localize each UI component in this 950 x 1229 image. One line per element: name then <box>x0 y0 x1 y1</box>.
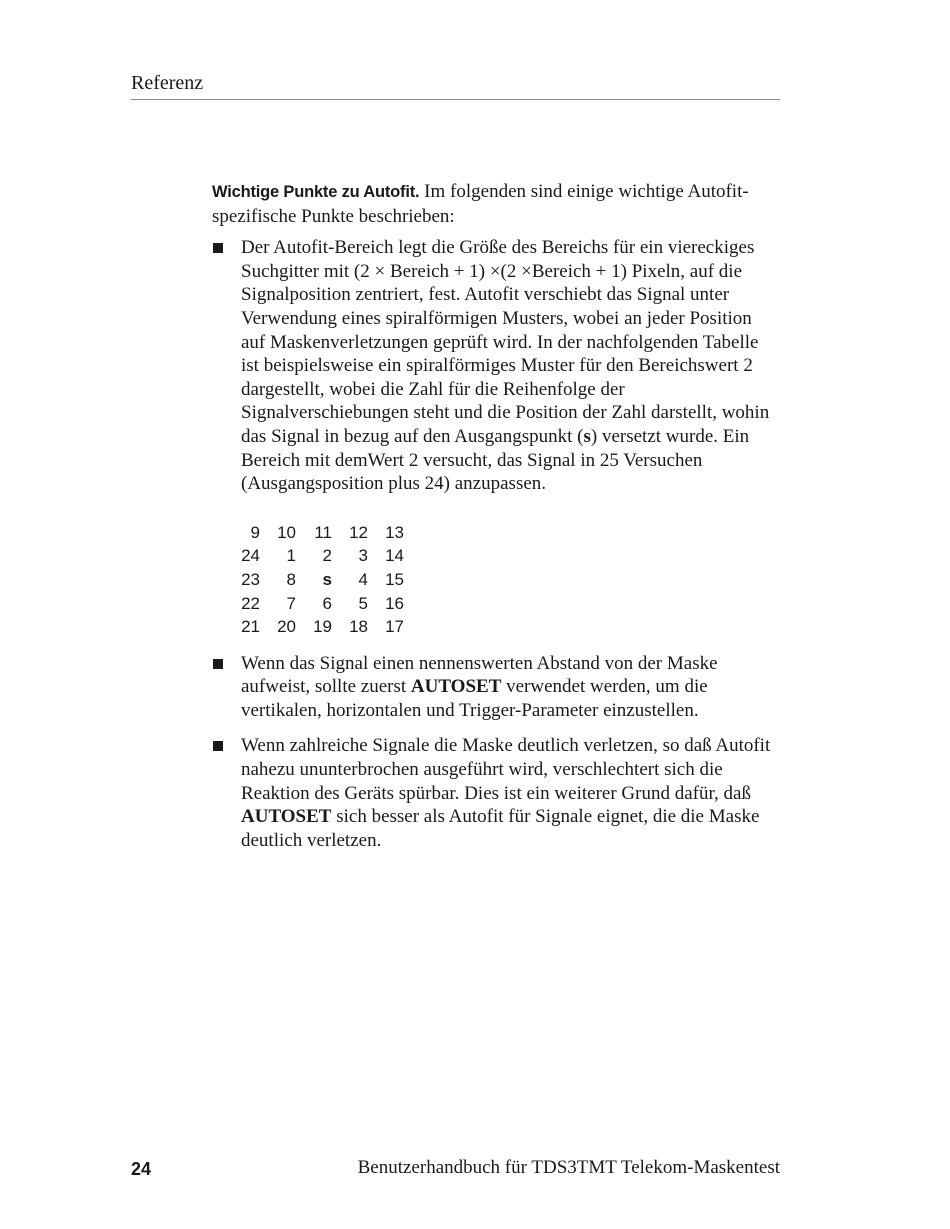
header-rule <box>131 99 780 100</box>
square-bullet-icon <box>213 659 223 669</box>
table-cell: 14 <box>385 546 404 566</box>
table-cell: 11 <box>314 522 332 542</box>
text-segment: verwendet werden, um die vertikalen, horizontalen und Trigger-Parameter einzustellen. <box>241 676 708 721</box>
table-row <box>237 521 404 545</box>
table-cell: 19 <box>313 617 332 637</box>
bullet-item <box>212 652 772 723</box>
page-number: 24 <box>131 1159 152 1179</box>
table-cell: 1 <box>286 546 296 566</box>
table-cell: 23 <box>241 569 260 589</box>
table-cell: 9 <box>250 522 260 542</box>
running-header: Referenz <box>131 72 204 94</box>
text-segment: sich besser als Autofit für Signale eignet, die die Maske deutlich verletzen. <box>241 806 760 851</box>
bullet-item <box>212 236 772 639</box>
table-cell: 2 <box>322 546 332 566</box>
table-cell: 24 <box>241 546 260 566</box>
spiral-pattern-table <box>237 521 404 639</box>
table-cell: 6 <box>322 593 332 613</box>
table-cell: 12 <box>349 522 368 542</box>
table-cell: 7 <box>286 593 296 613</box>
square-bullet-icon <box>213 243 223 253</box>
table-cell: 10 <box>277 522 296 542</box>
table-row <box>237 615 404 639</box>
text-segment: Der Autofit-Bereich legt die Größe des Bereichs für ein viereckiges Suchgitter mit (2 × Bereich + 1) ×(2 ×Bereich + 1) Pixeln, auf die Signalposition zentriert, fest. Autofit verschiebt das Signal unter Verwendung eines spiralförmigen Musters, wobei an jeder Position auf Maskenverletzungen geprüft wird. In der nachfolgenden Tabelle ist beispielsweise ein spiralförmiges Muster für den Bereichswert 2 dargestellt, wobei die Zahl für die Reihenfolge der Signalverschiebungen steht und die Position der Zahl darstellt, wohin das Signal in bezug auf den Ausgangspunkt ( <box>241 237 770 447</box>
text-segment: Wenn das Signal einen nennenswerten Abstand von der Maske aufweist, sollte zuerst <box>241 652 718 698</box>
table-cell: 16 <box>385 593 404 613</box>
bullet-item <box>212 734 772 852</box>
table-cell: 3 <box>358 546 368 566</box>
start-position-cell: s <box>322 569 332 589</box>
table-row <box>237 544 404 568</box>
table-cell: 13 <box>385 522 404 542</box>
bullet-text <box>241 734 772 852</box>
bold-term: AUTOSET <box>410 676 502 698</box>
bold-term: s <box>583 425 591 447</box>
text-segment: Wenn zahlreiche Signale die Maske deutlich verletzen, so daß Autofit nahezu ununterbrochen ausgeführt wird, verschlechtert sich die Reaktion des Geräts spürbar. Dies ist ein weiterer Grund dafür, daß <box>241 735 771 804</box>
text-segment: ) versetzt wurde. Ein Bereich mit demWert 2 versucht, das Signal in 25 Versuchen (Ausgangsposition plus 24) anzupassen. <box>241 425 750 495</box>
table-cell: 22 <box>241 593 260 613</box>
table-row <box>237 568 404 592</box>
bullet-text <box>241 236 772 496</box>
table-cell: 15 <box>385 569 404 589</box>
footer-title: Benutzerhandbuch für TDS3TMT Telekom-Maskentest <box>357 1157 780 1178</box>
intro-paragraph <box>212 180 772 228</box>
table-cell: 17 <box>385 617 404 637</box>
intro-text: Im folgenden sind einige wichtige Autofit-spezifische Punkte beschrieben: <box>212 181 749 227</box>
table-cell: 5 <box>358 593 368 613</box>
table-cell: 20 <box>277 617 296 637</box>
table-cell: 4 <box>358 569 368 589</box>
bold-term: AUTOSET <box>241 806 332 828</box>
table-cell: 21 <box>241 617 260 637</box>
bullet-list <box>212 236 772 852</box>
table-cell: 18 <box>349 617 368 637</box>
table-cell: 8 <box>286 569 296 589</box>
square-bullet-icon <box>213 741 223 751</box>
bullet-text <box>241 652 772 723</box>
table-row <box>237 592 404 616</box>
intro-run-in-heading: Wichtige Punkte zu Autofit. <box>212 183 420 201</box>
page-content <box>212 180 772 864</box>
